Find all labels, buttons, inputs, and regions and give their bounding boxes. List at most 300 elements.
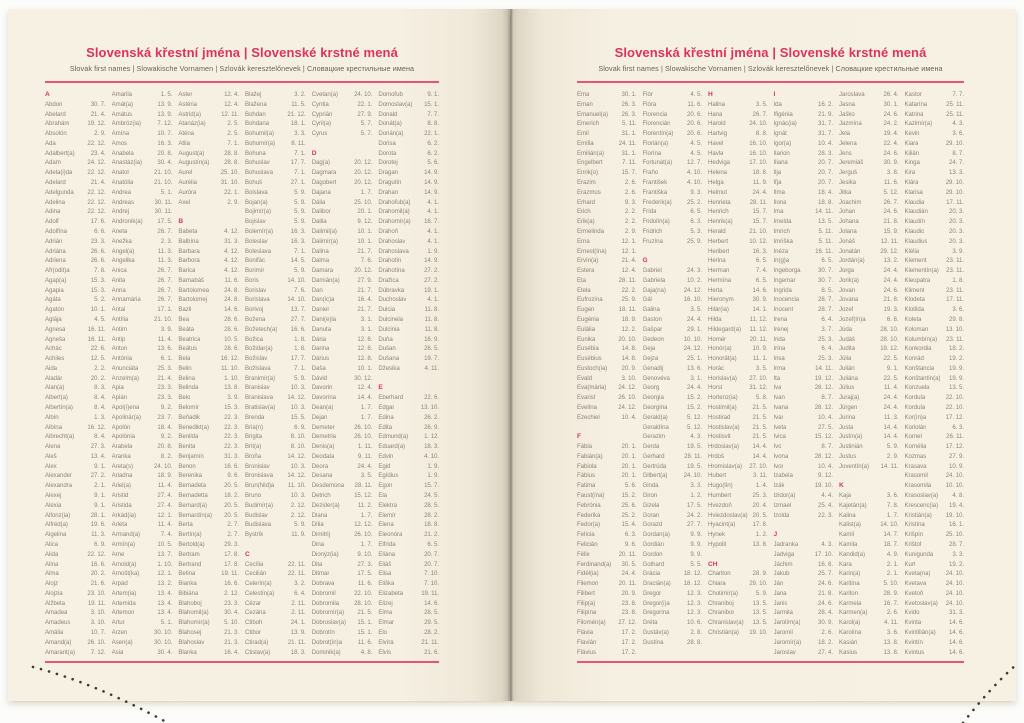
name-day-date: 9. 12.	[357, 218, 373, 226]
name-entry	[643, 305, 703, 315]
name-day-date: 28. 10.	[354, 599, 373, 607]
name-day-date: 11. 9.	[291, 531, 306, 539]
name-day-date: 14. 6.	[752, 286, 768, 294]
name-entry	[708, 247, 768, 257]
name-entry	[643, 608, 703, 618]
name-entry	[643, 383, 703, 393]
given-name: Hromislav(a)	[708, 462, 742, 470]
given-name: Aglája	[45, 315, 62, 323]
name-entry	[378, 569, 439, 579]
given-name: Armín(a)	[111, 540, 135, 548]
name-entry	[905, 276, 965, 286]
name-entry	[378, 119, 439, 129]
name-day-date: 22. 3.	[224, 433, 240, 441]
name-entry	[112, 520, 173, 530]
name-entry	[112, 139, 173, 149]
given-name: Genovéva	[642, 374, 670, 382]
given-name: Kaja	[839, 492, 851, 500]
name-entry	[577, 315, 637, 325]
name-entry	[312, 207, 373, 217]
name-day-date: 24. 8.	[224, 296, 240, 304]
given-name: Jonatán	[839, 247, 861, 255]
name-day-date: 7. 7.	[952, 91, 964, 98]
left-page	[8, 9, 509, 701]
given-name: Alexandra	[45, 482, 72, 490]
given-name: Filemon	[577, 580, 599, 588]
given-name: Fruzína	[642, 237, 663, 245]
given-name: Kunigunda	[904, 550, 934, 558]
given-name: Budislava	[245, 521, 271, 529]
given-name: Bratislav(a)	[245, 404, 276, 411]
name-day-date: 27. 12.	[618, 619, 637, 627]
name-day-date: 21. 3.	[224, 638, 240, 646]
given-name: Achác	[45, 345, 62, 353]
given-name: Júlia	[839, 355, 852, 363]
name-day-date: 20. 1.	[357, 208, 373, 216]
given-name: Gregor	[642, 589, 662, 597]
given-name: Ivana	[773, 404, 789, 411]
given-name: Alida	[45, 550, 59, 558]
name-day-date: 27. 9.	[357, 110, 373, 118]
name-day-date: 11. 10.	[221, 364, 240, 372]
given-name: Henrik(a)	[708, 218, 733, 226]
given-name: Katarína	[904, 100, 928, 108]
name-day-date: 24. 10.	[154, 462, 173, 470]
name-day-date: 4. 12.	[224, 227, 240, 235]
name-entry	[45, 168, 106, 178]
name-day-date: 12. 4.	[224, 100, 240, 108]
given-name: Krišpín	[904, 531, 924, 539]
name-entry	[45, 188, 106, 198]
given-name: Afr(odit)a	[45, 267, 70, 275]
given-name: Jaško	[839, 110, 855, 118]
name-entry	[178, 638, 239, 648]
name-entry	[45, 569, 106, 579]
name-day-date: 26. 9.	[424, 423, 440, 431]
name-entry	[643, 569, 703, 579]
name-entry	[312, 550, 373, 560]
name-entry	[839, 628, 899, 638]
name-day-date: 20. 11.	[618, 580, 637, 588]
name-entry	[774, 491, 834, 501]
name-day-date: 30. 4.	[157, 648, 173, 656]
given-name: Hermína	[708, 276, 732, 284]
name-day-date: 12. 11.	[880, 237, 899, 245]
name-day-date: 22. 3.	[818, 511, 833, 519]
given-name: Artem(ia)	[111, 589, 137, 597]
given-name: Cyrus	[311, 130, 328, 138]
given-name: Ilja	[773, 169, 782, 177]
name-day-date: 7. 1.	[294, 149, 306, 157]
name-entry	[905, 628, 965, 638]
name-entry	[774, 374, 834, 384]
name-entry	[774, 198, 834, 208]
name-day-date: 21. 7.	[357, 306, 373, 314]
given-name: Alexej	[45, 492, 62, 500]
given-name: Kveta(na)	[904, 570, 931, 578]
name-entry	[112, 207, 173, 217]
name-entry	[312, 119, 373, 129]
given-name: Enrik(o)	[577, 169, 598, 177]
name-day-date: 22. 12.	[87, 550, 106, 558]
name-day-date: 4. 10.	[424, 452, 440, 460]
given-name: Jela	[839, 130, 850, 138]
name-entry	[312, 237, 373, 247]
name-day-date: 1. 2.	[755, 531, 768, 539]
name-entry	[774, 158, 834, 168]
name-entry	[774, 217, 834, 227]
name-day-date: 1. 12.	[424, 433, 440, 441]
name-entry	[312, 374, 373, 384]
name-entry	[45, 325, 106, 335]
name-day-date: 15. 7.	[424, 482, 440, 490]
name-day-date: 5. 9.	[294, 521, 306, 529]
name-entry	[905, 295, 965, 305]
name-entry	[839, 608, 899, 618]
given-name: Abrahám	[45, 120, 70, 128]
given-name: Adriána	[45, 247, 66, 255]
given-name: Bernardín(a)	[178, 511, 212, 519]
name-day-date: 28. 6.	[224, 325, 240, 333]
name-day-date: 8. 10.	[290, 433, 306, 441]
name-day-date: 22. 10.	[945, 394, 964, 402]
name-day-date: 24. 12.	[683, 286, 702, 294]
name-entry	[577, 168, 637, 178]
name-entry	[577, 335, 637, 345]
name-entry	[245, 501, 306, 511]
name-day-date: 9. 1.	[94, 492, 106, 500]
name-day-date: 4. 8.	[360, 648, 373, 656]
name-day-date: 1. 3.	[94, 413, 106, 421]
name-entry	[378, 90, 439, 100]
given-name: Adelina	[45, 198, 65, 206]
given-name: Gordián	[642, 540, 664, 548]
name-day-date: 28. 8.	[224, 159, 240, 167]
name-day-date: 26. 10.	[354, 423, 373, 431]
given-name: Kor(ín)a	[904, 413, 927, 421]
name-day-date: 27. 2.	[90, 472, 106, 480]
name-day-date: 5. 7.	[360, 120, 373, 128]
section-letter: H	[708, 91, 713, 98]
name-day-date: 28. 8.	[687, 638, 702, 646]
name-day-date: 7. 12.	[90, 648, 106, 656]
given-name: Iva	[773, 384, 782, 392]
name-day-date: 11. 6.	[357, 638, 373, 646]
name-day-date: 2. 3.	[160, 237, 173, 245]
name-day-date: 2. 2.	[624, 218, 637, 226]
given-name: Amarant(a)	[45, 648, 75, 656]
name-day-date: 11. 12.	[749, 315, 768, 323]
name-day-date: 14. 9.	[424, 188, 440, 196]
name-entry	[577, 599, 637, 609]
name-entry	[45, 207, 106, 217]
name-day-date: 24. 6.	[883, 208, 899, 216]
name-day-date: 25. 10.	[945, 531, 964, 539]
given-name: Beátus	[178, 345, 198, 353]
given-name: Edvin	[378, 452, 394, 460]
name-day-date: 22. 12.	[87, 188, 106, 196]
name-entry	[312, 90, 373, 100]
name-entry	[905, 471, 965, 481]
name-entry	[643, 364, 703, 374]
given-name: Ermelinda	[577, 227, 604, 235]
given-name: Adela(i)da	[45, 169, 73, 177]
given-name: Asen(a)	[111, 638, 133, 646]
given-name: Juraj(a)	[839, 394, 860, 402]
given-name: Imrich	[773, 227, 790, 235]
name-entry	[178, 530, 239, 540]
given-name: Ferdinand(a)	[577, 560, 612, 568]
name-entry	[839, 344, 899, 354]
name-entry	[178, 295, 239, 305]
name-entry	[708, 139, 768, 149]
name-day-date: 4. 3.	[690, 433, 702, 441]
name-day-date: 28. 7.	[818, 296, 833, 304]
given-name: Fridolín(a)	[642, 218, 670, 226]
name-column	[905, 90, 965, 657]
name-day-date: 9. 2.	[160, 433, 173, 441]
name-entry	[245, 168, 306, 178]
name-entry	[112, 168, 173, 178]
name-entry	[643, 520, 703, 530]
name-day-date: 30. 7.	[818, 267, 833, 275]
name-entry	[312, 638, 373, 648]
given-name: Apián	[111, 394, 128, 402]
given-name: Emerich	[577, 120, 599, 128]
given-name: Ida	[773, 100, 782, 108]
name-entry	[774, 383, 834, 393]
name-entry	[708, 364, 768, 374]
name-entry	[577, 589, 637, 599]
name-entry	[905, 560, 965, 570]
name-entry	[378, 452, 439, 462]
name-entry	[905, 364, 965, 374]
name-entry	[178, 237, 239, 247]
name-day-date: 13. 8.	[883, 648, 899, 656]
name-entry	[245, 247, 306, 257]
name-day-date: 20. 2.	[90, 374, 106, 382]
given-name: Davorin	[311, 384, 333, 392]
name-day-date: 9. 9.	[690, 550, 702, 558]
given-name: Anatol	[111, 169, 129, 177]
given-name: Geja	[642, 345, 656, 353]
name-entry	[839, 393, 899, 403]
section-letter: D	[311, 149, 317, 157]
name-day-date: 2. 11.	[291, 599, 306, 607]
name-day-date: 28. 12.	[814, 404, 833, 411]
given-name: Diana	[311, 511, 328, 519]
name-day-date: 14. 6.	[949, 619, 964, 627]
name-entry	[577, 198, 637, 208]
name-entry	[839, 638, 899, 648]
given-name: Justinián	[839, 443, 863, 451]
given-name: Domoslav(a)	[378, 100, 413, 108]
given-name: Elmar	[378, 619, 395, 627]
name-entry	[643, 442, 703, 452]
name-entry	[45, 217, 106, 227]
name-entry	[577, 237, 637, 247]
section-letter: C	[245, 550, 250, 558]
name-day-date: 16. 10.	[683, 296, 702, 304]
name-entry	[112, 100, 173, 110]
name-entry	[112, 452, 173, 462]
name-day-date: 10. 1.	[90, 306, 106, 314]
given-name: Florentín(a)	[642, 130, 674, 138]
given-name: Alan(a)	[45, 384, 65, 392]
given-name: Hildegard(a)	[708, 325, 741, 333]
given-name: Agatón	[45, 306, 65, 314]
section-letter: E	[378, 384, 383, 392]
name-entry	[774, 110, 834, 120]
name-day-date: 18. 8.	[818, 198, 833, 206]
name-entry	[577, 579, 637, 589]
name-day-date: 2. 9.	[624, 227, 637, 235]
given-name: Atila	[178, 139, 190, 147]
name-day-date: 28. 7.	[949, 540, 964, 548]
given-name: Hrdoš	[708, 452, 725, 460]
given-name: Dagobert	[311, 179, 337, 187]
given-name: Dília	[311, 521, 324, 529]
name-day-date: 10. 5.	[157, 540, 173, 548]
name-day-date: 5. 12.	[687, 413, 702, 421]
given-name: Kira	[904, 169, 916, 177]
name-entry	[839, 501, 899, 511]
given-name: Klodeta	[904, 296, 925, 304]
name-entry	[45, 530, 106, 540]
name-entry	[178, 354, 239, 364]
name-day-date: 13. 5.	[752, 619, 768, 627]
name-day-date: 29. 10.	[945, 188, 964, 196]
given-name: Dan(ic)a	[311, 296, 335, 304]
given-name: Kalina	[839, 511, 856, 519]
name-day-date: 24. 4.	[883, 267, 899, 275]
name-day-date: 3. 5.	[755, 364, 768, 372]
given-name: Hugo(lín)	[708, 482, 733, 490]
name-day-date: 11. 3.	[884, 413, 899, 421]
name-entry	[643, 344, 703, 354]
name-day-date: 3. 3.	[294, 130, 306, 138]
name-entry	[774, 452, 834, 462]
given-name: Horst	[708, 384, 723, 392]
given-name: Alexander	[45, 472, 72, 480]
name-day-date: 17. 5.	[687, 501, 702, 509]
name-entry	[839, 569, 899, 579]
name-entry	[45, 491, 106, 501]
given-name: Borislav	[245, 286, 267, 294]
name-day-date: 9. 1.	[94, 462, 106, 470]
given-name: Anna	[111, 286, 126, 294]
name-day-date: 4. 12.	[224, 257, 240, 265]
name-entry	[774, 286, 834, 296]
given-name: Ariel(a)	[111, 482, 131, 490]
section-letter: F	[577, 433, 581, 441]
given-name: Branislava	[245, 394, 273, 402]
name-entry	[708, 286, 768, 296]
given-name: Irína	[773, 345, 786, 353]
given-name: Harold	[708, 120, 726, 128]
name-day-date: 20. 3.	[949, 208, 964, 216]
name-day-date: 15. 1.	[357, 628, 373, 636]
given-name: Gaja(na)	[642, 286, 666, 294]
name-day-date: 14. 8.	[621, 345, 637, 353]
given-name: Eugen	[577, 306, 595, 314]
name-entry	[45, 413, 106, 423]
name-entry	[112, 481, 173, 491]
given-name: Amátus	[111, 110, 133, 118]
name-entry	[643, 471, 703, 481]
given-name: Jozef(ín)a	[839, 315, 866, 323]
name-day-date: 19. 11.	[87, 599, 106, 607]
given-name: Kajetán(a)	[839, 501, 867, 509]
name-entry	[905, 511, 965, 521]
given-name: Klement	[904, 257, 927, 265]
name-day-date: 6. 9.	[294, 423, 306, 431]
given-name: Aneta	[111, 227, 128, 235]
given-name: Christián(a)	[708, 628, 739, 636]
name-entry	[378, 237, 439, 247]
given-name: Gejza	[642, 355, 659, 363]
name-day-date: 22. 1.	[357, 100, 373, 108]
name-entry	[905, 305, 965, 315]
given-name: Blahoslav	[178, 638, 205, 646]
name-day-date: 20. 6.	[687, 130, 702, 138]
given-name: Elizabeta	[378, 589, 403, 597]
given-name: Anita	[111, 276, 126, 284]
given-name: Klélia	[904, 247, 920, 255]
name-day-date: 20. 7.	[424, 560, 440, 568]
name-entry	[577, 129, 637, 139]
name-day-date: 12. 3.	[687, 589, 702, 597]
name-day-date: 29. 12.	[880, 247, 899, 255]
given-name: Ignát	[773, 130, 787, 138]
name-day-date: 15. 4.	[621, 521, 637, 529]
name-entry	[178, 364, 239, 374]
name-entry	[839, 149, 899, 159]
name-day-date: 14. 10.	[287, 276, 306, 284]
name-day-date: 11. 2.	[357, 501, 373, 509]
name-day-date: 7. 12.	[157, 120, 173, 128]
name-entry	[312, 305, 373, 315]
given-name: Ariadna	[111, 472, 133, 480]
given-name: Jaroslav	[773, 648, 796, 656]
given-name: Ditmar	[311, 570, 330, 578]
name-entry	[708, 335, 768, 345]
given-name: Erich	[577, 208, 591, 216]
name-entry	[643, 589, 703, 599]
name-day-date: 5. 6.	[427, 159, 440, 167]
given-name: Justín(a)	[839, 433, 863, 441]
name-entry	[178, 335, 239, 345]
given-name: Engelbert	[577, 159, 603, 167]
name-entry	[378, 511, 439, 521]
name-day-date: 10. 5.	[224, 335, 240, 343]
given-name: Arpád	[111, 580, 128, 588]
given-name: Ivan	[773, 394, 785, 402]
name-entry	[245, 648, 306, 658]
name-day-date: 10. 3.	[290, 404, 306, 411]
name-entry	[378, 207, 439, 217]
name-entry	[708, 608, 768, 618]
name-day-date: 6. 5.	[821, 257, 833, 265]
name-entry	[577, 217, 637, 227]
name-entry	[312, 511, 373, 521]
name-entry	[643, 227, 703, 237]
name-entry	[905, 481, 965, 491]
left-page-header	[45, 45, 439, 73]
right-page	[511, 9, 1016, 701]
name-day-date: 20. 8.	[157, 443, 173, 451]
name-day-date: 28. 6.	[224, 315, 240, 323]
